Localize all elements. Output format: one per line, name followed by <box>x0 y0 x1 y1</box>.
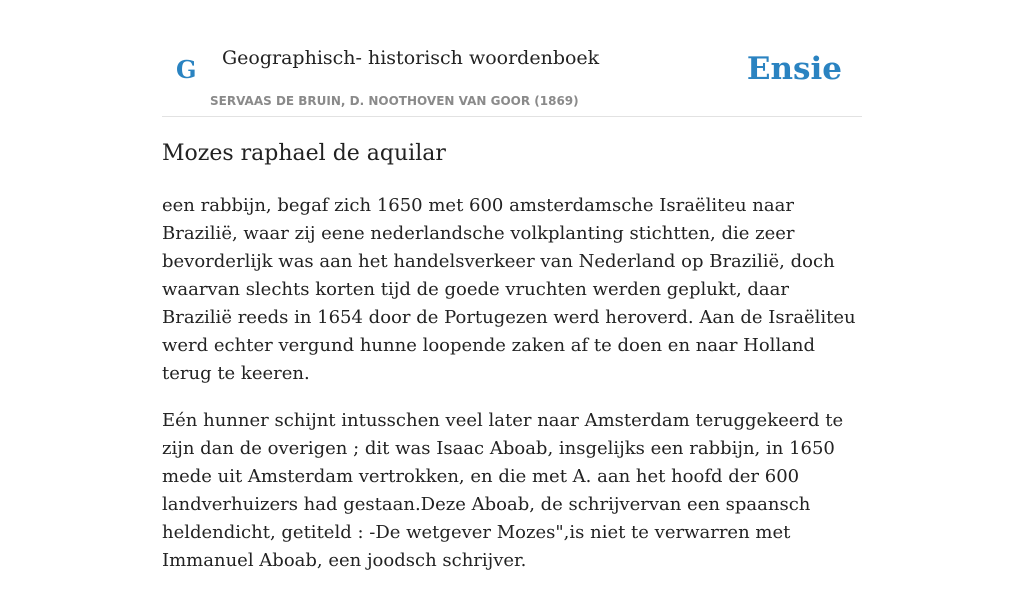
ensie-logo-link[interactable]: Ensie <box>746 51 842 87</box>
dictionary-author-year: SERVAAS DE BRUIN, D. NOOTHOVEN VAN GOOR (1869) <box>210 94 579 108</box>
entry-title: Mozes raphael de aquilar <box>162 141 446 166</box>
dictionary-title-link[interactable]: Geographisch- historisch woordenboek <box>222 47 600 69</box>
dictionary-logo-icon[interactable]: G <box>176 55 197 84</box>
entry-paragraph: Eén hunner schijnt intusschen veel later naar Amsterdam teruggekeerd te zijn dan de overigen ; dit was Isaac Aboab, insgelijks een rabbijn, in 1650 mede uit Amsterdam vertrokken, en die met A. aan het hoofd der 600 landverhuizers had gestaan.Deze Aboab, de schrijvervan een spaansch heldendicht, getiteld : -De wetgever Mozes",is niet te verwarren met Immanuel Aboab, een joodsch schrijver. <box>162 410 844 571</box>
dictionary-header <box>162 0 862 117</box>
entry-paragraph: een rabbijn, begaf zich 1650 met 600 amsterdamsche Israëliteu naar Brazilië, waar zij eene nederlandsche volkplanting stichtten, die zeer bevorderlijk was aan het handelsverkeer van Nederland op Brazilië, doch waarvan slechts korten tijd de goede vruchten werden geplukt, daar Brazilië reeds in 1654 door de Portugezen werd heroverd. Aan de Israëliteu werd echter vergund hunne loopende zaken af te doen en naar Holland terug te keeren. <box>162 195 856 384</box>
entry-body <box>162 192 862 594</box>
